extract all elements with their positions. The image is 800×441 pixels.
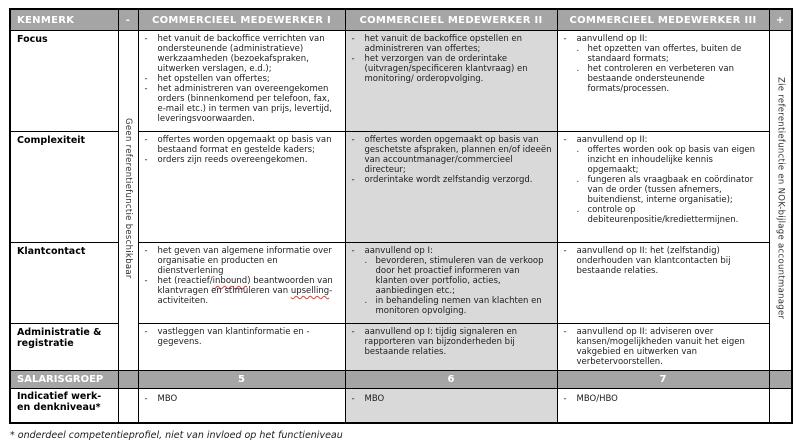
bullet-marker: - <box>563 246 567 256</box>
list-item <box>352 54 553 84</box>
niveau-plus-cell <box>769 389 792 424</box>
row-label-focus: Focus <box>10 31 118 132</box>
header-medewerker-3: COMMERCIEEL MEDEWERKER III <box>557 9 769 31</box>
list-item <box>145 34 341 74</box>
bullet-marker: - <box>144 327 148 337</box>
bullet-marker: . <box>576 44 580 54</box>
list-item <box>145 84 341 124</box>
list-item <box>564 135 765 145</box>
bullet-marker: . <box>576 145 580 155</box>
salaris-value-cm2: 6 <box>345 371 557 389</box>
header-minus: - <box>118 9 138 31</box>
bullet-text: aanvullend op II: <box>576 135 648 145</box>
bullet-text: aanvullend op II: het (zelfstandig) onderhouden van klantcontacten bij bestaande relaties. <box>576 246 731 276</box>
bullet-text: offertes worden ook op basis van eigen inzicht en inhoudelijke kennis opgemaakt; <box>587 145 755 175</box>
cell-administratie-cm3 <box>557 324 769 371</box>
bullet-marker: . <box>576 175 580 185</box>
bullet-marker: - <box>144 394 148 404</box>
cell-focus-cm2 <box>345 31 557 132</box>
list-item <box>365 256 553 296</box>
salaris-plus-cell <box>769 371 792 389</box>
bullet-text: het verzorgen van de orderintake (uitvragen/specificeren klantvraag) en monitoring/ orderopvolging. <box>364 54 528 84</box>
right-note-text: Zie referentiefunctie en NOK-bijlage accountmanager <box>775 77 786 320</box>
job-profile-table <box>9 8 793 424</box>
niveau-value-cm2 <box>345 389 557 424</box>
list-item <box>577 145 765 175</box>
list-item <box>145 394 341 404</box>
cell-complexiteit-cm2 <box>345 132 557 243</box>
bullet-text: MBO/HBO <box>576 394 618 404</box>
list-item <box>352 135 553 175</box>
cell-klantcontact-cm1 <box>138 243 345 324</box>
list-item <box>564 246 765 276</box>
bullet-marker: - <box>351 54 355 64</box>
cell-klantcontact-cm3 <box>557 243 769 324</box>
list-item <box>145 155 341 165</box>
bullet-marker: - <box>144 74 148 84</box>
list-item <box>145 246 341 276</box>
row-label-administratie: Administratie & registratie <box>10 324 118 371</box>
list-item <box>564 394 765 404</box>
cell-complexiteit-cm3 <box>557 132 769 243</box>
cell-administratie-cm2 <box>345 324 557 371</box>
header-kenmerk: KENMERK <box>10 9 118 31</box>
row-label-niveau: Indicatief werk- en denkniveau* <box>10 389 118 424</box>
bullet-marker: - <box>144 34 148 44</box>
left-note-cell <box>118 31 138 371</box>
footnote: * onderdeel competentieprofiel, niet van invloed op het functieniveau <box>10 430 343 441</box>
bullet-marker: . <box>364 256 368 266</box>
bullet-marker: - <box>563 135 567 145</box>
bullet-text: bevorderen, stimuleren van de verkoop door het proactief informeren van klanten over portfolio, acties, aanbiedingen etc.; <box>375 256 544 296</box>
list-item <box>145 135 341 155</box>
bullet-text: aanvullend op I: tijdig signaleren en rapporteren van bijzonderheden bij bestaande relaties. <box>364 327 518 357</box>
row-label-salarisgroep: SALARISGROEP <box>10 371 118 389</box>
bullet-text: orderintake wordt zelfstandig verzorgd. <box>364 175 533 185</box>
bullet-marker: - <box>144 84 148 94</box>
list-item <box>564 327 765 367</box>
bullet-text: controle op debiteurenpositie/krediettermijnen. <box>587 205 739 225</box>
list-item <box>577 44 765 64</box>
bullet-text: aanvullend op II: adviseren over kansen/mogelijkheden vanuit het eigen vakgebied en uitwerken van verbetervoorstellen. <box>576 327 745 367</box>
salaris-value-cm1: 5 <box>138 371 345 389</box>
cell-administratie-cm1 <box>138 324 345 371</box>
right-note-cell <box>769 31 792 371</box>
bullet-marker: - <box>351 135 355 145</box>
header-medewerker-2: COMMERCIEEL MEDEWERKER II <box>345 9 557 31</box>
bullet-marker: - <box>351 327 355 337</box>
bullet-text: het (reactief/inbound) beantwoorden van klantvragen en stimuleren van upselling-activiteiten. <box>157 276 333 306</box>
list-item <box>352 34 553 54</box>
bullet-text: vastleggen van klantinformatie en -gegevens. <box>157 327 310 347</box>
bullet-text: orders zijn reeds overeengekomen. <box>157 155 308 165</box>
bullet-marker: - <box>144 135 148 145</box>
header-row <box>10 9 792 31</box>
bullet-marker: - <box>563 394 567 404</box>
bullet-marker: - <box>144 155 148 165</box>
bullet-marker: - <box>351 394 355 404</box>
list-item <box>145 327 341 347</box>
row-focus <box>10 31 792 132</box>
bullet-marker: - <box>563 34 567 44</box>
bullet-text: het opstellen van offertes; <box>157 74 270 84</box>
bullet-marker: . <box>576 64 580 74</box>
cell-focus-cm3 <box>557 31 769 132</box>
bullet-text: het administreren van overeengekomen orders (binnenkomend per telefoon, fax, e-mail etc.) in termen van prijs, levertijd, leveringsvoorwaarden. <box>157 84 332 124</box>
bullet-text: het geven van algemene informatie over organisatie en producten en dienstverlening <box>157 246 332 276</box>
salaris-value-cm3: 7 <box>557 371 769 389</box>
row-label-complexiteit: Complexiteit <box>10 132 118 243</box>
list-item <box>577 175 765 205</box>
list-item <box>564 34 765 44</box>
bullet-marker: - <box>351 175 355 185</box>
list-item <box>145 276 341 306</box>
bullet-text: aanvullend op II: <box>576 34 648 44</box>
bullet-text: offertes worden opgemaakt op basis van bestaand format en gestelde kaders; <box>157 135 332 155</box>
row-salarisgroep <box>10 371 792 389</box>
bullet-text: MBO <box>157 394 178 404</box>
list-item <box>352 175 553 185</box>
cell-focus-cm1 <box>138 31 345 132</box>
niveau-value-cm3 <box>557 389 769 424</box>
bullet-text: het vanuit de backoffice opstellen en administreren van offertes; <box>364 34 523 54</box>
bullet-text: het opzetten van offertes, buiten de standaard formats; <box>587 44 742 64</box>
bullet-text: het controleren en verbeteren van bestaande ondersteunende formats/processen. <box>587 64 734 94</box>
header-medewerker-1: COMMERCIEEL MEDEWERKER I <box>138 9 345 31</box>
left-note-text: Geen referentiefunctie beschikbaar <box>123 118 133 279</box>
niveau-value-cm1 <box>138 389 345 424</box>
list-item <box>352 394 553 404</box>
list-item <box>577 64 765 94</box>
bullet-marker: - <box>351 34 355 44</box>
bullet-marker: . <box>576 205 580 215</box>
bullet-text: in behandeling nemen van klachten en monitoren opvolging. <box>375 296 542 316</box>
bullet-text: het vanuit de backoffice verrichten van ondersteunende (administratieve) werkzaamheden (bezoekafspraken, uitwerken verslagen, e.d.); <box>157 34 325 74</box>
row-label-klantcontact: Klantcontact <box>10 243 118 324</box>
cell-klantcontact-cm2 <box>345 243 557 324</box>
bullet-marker: - <box>144 276 148 286</box>
header-plus: + <box>769 9 792 31</box>
bullet-marker: - <box>144 246 148 256</box>
bullet-text: offertes worden opgemaakt op basis van geschetste afspraken, plannen en/of ideeën van accountmanager/commercieel directeur; <box>364 135 552 175</box>
bullet-text: aanvullend op I: <box>364 246 433 256</box>
list-item <box>577 205 765 225</box>
cell-complexiteit-cm1 <box>138 132 345 243</box>
niveau-minus-cell <box>118 389 138 424</box>
salaris-minus-cell <box>118 371 138 389</box>
bullet-marker: - <box>351 246 355 256</box>
bullet-text: fungeren als vraagbaak en coördinator van de order (tussen afnemers, buitendienst, interne organisatie); <box>587 175 754 205</box>
bullet-marker: - <box>563 327 567 337</box>
list-item <box>352 327 553 357</box>
row-niveau <box>10 389 792 424</box>
bullet-marker: . <box>364 296 368 306</box>
list-item <box>352 246 553 256</box>
list-item <box>365 296 553 316</box>
bullet-text: MBO <box>364 394 385 404</box>
list-item <box>145 74 341 84</box>
